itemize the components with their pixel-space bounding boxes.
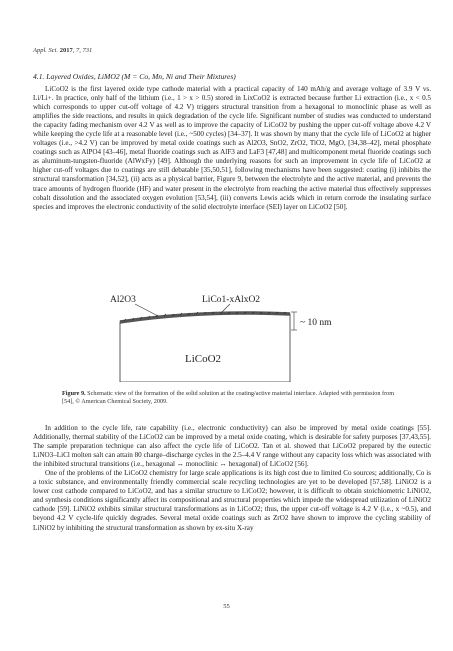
figure-9 [80,290,380,382]
figure-schematic [80,290,380,382]
label-coating: Al2O3 [110,295,136,305]
caption-label: Figure 9. [62,390,86,397]
page-number: 55 [223,603,230,610]
bulk-particle [120,313,290,382]
label-thickness: ~ 10 nm [300,318,332,328]
paragraph: One of the problems of the LiCoO2 chemistry for large scale applications is its high cost due to limited Co sources; additionally, Co is a toxic substance, and environmentally friendly commercial scale recycling technologies are yet to be developed [57,58]. LiNiO2 is a lower cost cathode compared to LiCoO2, and has a similar structure to LiCoO2; however, it is difficult to obtain stoichiometric LiNiO2, and synthesis conditions significantly affect its compositional and structural properties which impede the widespread utilization of LiNiO2 cathode [59]. LiNiO2 exhibits similar structural transformations as in LiCoO2; thus, the upper cut-off voltage is 4.2 V (i.e., x ~0.5), and beyond 4.2 V cycle-life quickly degrades. Several metal oxide coatings such as ZrO2 have shown to improve the cycling stability of LiNiO2 by inhibiting the structural transformation as shown by ex-situ X-ray [33,469,431,532]
journal-volume-pages: , 7, 731 [72,47,93,54]
journal-name: Appl. Sci. [33,47,59,54]
section-heading: 4.1. Layered Oxides, LiMO2 (M = Co, Mn, Ni and Their Mixtures) [33,72,236,81]
paragraph: In addition to the cycle life, rate capability (i.e., electronic conductivity) can also be improved by metal oxide coatings [55]. Additionally, thermal stability of the LiCoO2 can be improved by a metal oxide coating, which is desirable for safety purposes [37,43,55]. The sample preparation technique can also affect the cycle life of LiCoO2. Tan et al. showed that LiCoO2 prepared by the eutectic LiNO3–LiCl molten salt can attain 80 charge–discharge cycles in the 2.5–4.4 V range without any capacity loss which was associated with the inhibited structural transitions (i.e., hexagonal ↔ monoclinic ↔ hexagonal) of LiCoO2 [56]. [33,424,431,469]
body-text-bottom [33,424,431,533]
label-bulk: LiCoO2 [185,353,222,365]
running-head [33,47,92,54]
figure-caption [62,390,402,406]
label-interface: LiCo1-xAlxO2 [202,295,261,305]
body-text-top [33,85,431,212]
caption-text: Schematic view of the formation of the solid solution at the coating/active material interface. Adapted with permission from [54], © American Chemical Society, 2009. [62,390,395,405]
coating-pointer [135,304,158,316]
journal-year: 2017 [59,47,73,54]
paragraph: LiCoO2 is the first layered oxide type cathode material with a practical capacity of 140 mAh/g and average voltage of 3.9 V vs. Li/Li+. In practice, only half of the lithium (i.e., 1 > x > 0.5) stored in LixCoO2 is extracted because further Li extraction (i.e., x < 0.5 which corresponds to upper cut-off voltage of 4.2 V) triggers structural transition from a hexagonal to monoclinic phase as well as amplifies the side reactions, and results in quick degradation of the cycle life. Significant number of studies was conducted to understand the capacity fading mechanism over 4.2 V as well as to improve the capacity of LiCoO2 by pushing the upper cut-off voltage above 4.2 V while keeping the cycle life at a reasonable level (i.e., ~500 cycles) [34–37]. It was shown by many that the cycle life of LiCoO2 at higher voltages (i.e., >4.2 V) can be improved by metal oxide coatings such as Al2O3, SnO2, ZrO2, TiO2, MgO, [34,38–42], metal phosphate coatings such as AlPO4 [43–46], metal fluoride coatings such as AlF3 and LaF3 [47,48] and multicomponent metal fluoride coatings such as aluminum-tungsten-fluoride (AlWxFy) [49]. Although the underlying reasons for such an improvement in cycle life of LiCoO2 at higher cut-off voltages due to coatings are still debatable [35,50,51], following mechanisms have been suggested: coating (i) inhibits the structural transformation [34,52], (ii) acts as a physical barrier, Figure 9, between the electrolyte and the active material, and prevents the trace amounts of hydrogen fluoride (HF) and water present in the electrolyte from reaching the active material thus effectively suppresses cobalt dissolution and the associated oxygen evolution [53,54], (iii) converts Lewis acids which in return corrode the insulating surface species and improves the electronic conductivity of the solid electrolyte interface (SEI) layer on LiCoO2 [50]. [33,85,431,211]
